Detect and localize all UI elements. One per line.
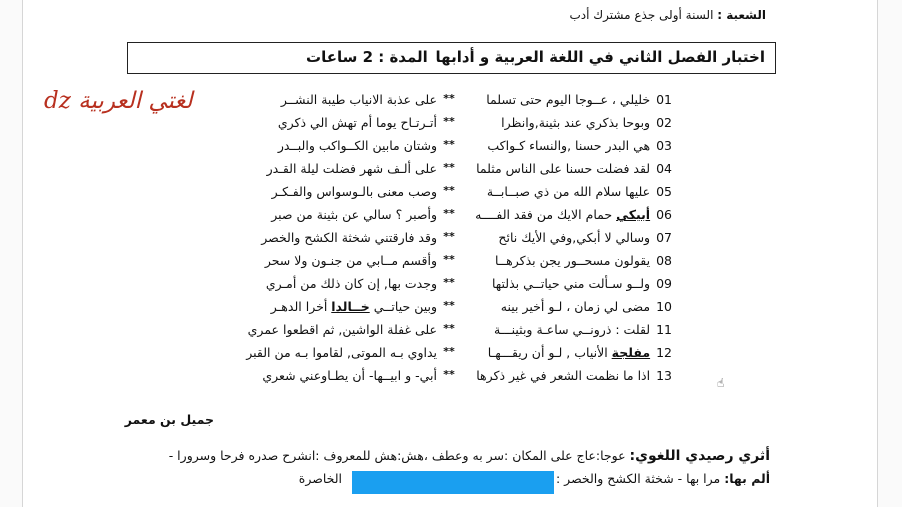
verse-first-hemistich: [457, 207, 672, 222]
verse-separator: **: [443, 299, 455, 312]
verse-first-text: هي البدر حسنا ,والنساء كـواكب: [487, 138, 651, 153]
verse-first-hemistich: [457, 253, 672, 268]
verse-row: [222, 230, 672, 253]
verse-separator: **: [443, 115, 455, 128]
exam-title-box: [127, 42, 776, 74]
verse-second-hemistich: أبي- و ابيــها- أن يطـاوعني شعري: [262, 368, 437, 383]
verse-number: 03: [656, 138, 672, 153]
verse-row: [222, 161, 672, 184]
branch-value: السنة أولى جذع مشترك أدب: [569, 8, 714, 22]
verse-first-hemistich: [457, 299, 672, 314]
verse-first-text: حمام الايك من فقد الفــــه: [475, 207, 617, 222]
lexicon-text-2: مرا بها - شخثة الكشح والخصر :: [556, 471, 721, 486]
verse-number: 02: [656, 115, 672, 130]
verse-separator: **: [443, 276, 455, 289]
verse-number: 08: [656, 253, 672, 268]
verse-number: 10: [656, 299, 672, 314]
verse-second-hemistich: يداوي بـه الموتى, لقاموا بـه من القبر: [246, 345, 437, 360]
verse-first-text: عليها سلام الله من ذي صبــابــة: [486, 184, 651, 199]
lexicon-text-2-tail: الخاصرة: [298, 471, 342, 486]
verse-second-hemistich: أتـرتـاح يوما أم تهش الي ذكري: [277, 115, 437, 130]
verse-first-text: وسالي لا أبكي,وفي الأيك نائح: [498, 230, 651, 245]
verse-separator: **: [443, 207, 455, 220]
lexicon-line-2: [556, 471, 770, 486]
verse-row: [222, 138, 672, 161]
verse-first-hemistich: [457, 138, 672, 153]
verse-number: 11: [656, 322, 672, 337]
verse-second-hemistich: وأقسم مــابي من جنـون ولا سحر: [264, 253, 437, 268]
verse-first-hemistich: [457, 115, 672, 130]
verse-number: 09: [656, 276, 672, 291]
branch-label: الشعبة :: [717, 8, 766, 22]
redaction-bar: [352, 471, 554, 494]
lexicon-text-1: عوجا:عاج على المكان :سر به وعطف ،هش:هش للمعروف :انشرح صدره فرحا وسرورا -: [168, 448, 626, 463]
verse-row: [222, 92, 672, 115]
verse-number: 06: [656, 207, 672, 222]
verse-second-hemistich: وقد فارقتني شخثة الكشح والخصر: [261, 230, 437, 245]
verse-separator: **: [443, 368, 455, 381]
verse-second-hemistich: على غفلة الواشين, ثم اقطعوا عمري: [247, 322, 437, 337]
verse-separator: **: [443, 138, 455, 151]
verse-second-hemistich: [222, 299, 437, 314]
verse-row: [222, 253, 672, 276]
verse-first-text: اذا ما نظمت الشعر في غير ذكرها: [476, 368, 651, 383]
verse-first-text: خليلي ، عــوجا اليوم حتى تسلما: [486, 92, 651, 107]
verse-first-text: لقد فضلت حسنا على الناس مثلما: [476, 161, 651, 176]
verse-number: 13: [656, 368, 672, 383]
verse-separator: **: [443, 322, 455, 335]
verse-row: [222, 345, 672, 368]
verse-first-hemistich: [457, 92, 672, 107]
verse-separator: **: [443, 253, 455, 266]
verse-second-hemistich: على ألـف شهر فضلت ليلة القـدر: [266, 161, 437, 176]
verse-number: 05: [656, 184, 672, 199]
verse-first-hemistich: [457, 276, 672, 291]
exam-title: اختبار الفصل الثاني في اللغة العربية و أدابها: [435, 48, 765, 66]
verse-first-text: لقلت : ذرونــي ساعـة وبثينـــة: [493, 322, 651, 337]
verse-second-hemistich: وأصبر ؟ سالي عن بثينة من صبر: [271, 207, 437, 222]
verse-number: 12: [656, 345, 672, 360]
verse-separator: **: [443, 92, 455, 105]
verse-separator: **: [443, 184, 455, 197]
exam-duration: المدة : 2 ساعات: [306, 48, 428, 66]
left-margin: [0, 0, 22, 507]
poem: [222, 92, 672, 392]
verse-row: [222, 115, 672, 138]
verse-highlighted-word: أبيكي: [616, 207, 651, 222]
poet-name: جميل بن معمر: [124, 412, 214, 427]
verse-row: [222, 276, 672, 299]
hand-cursor-icon: ☝: [717, 376, 725, 390]
verse-number: 01: [656, 92, 672, 107]
verse-first-hemistich: [457, 230, 672, 245]
site-logo: لغتي العربية dz: [44, 88, 193, 114]
verse-first-text: يقولون مسحــور يجن بذكرهــا: [495, 253, 651, 268]
verse-first-hemistich: [457, 345, 672, 360]
verse-second-hemistich: وصب معنى بالـوسواس والفـكـر: [271, 184, 437, 199]
branch-line: [569, 8, 766, 22]
verse-first-hemistich: [457, 368, 672, 383]
verse-row: [222, 368, 672, 391]
verse-separator: **: [443, 161, 455, 174]
verse-first-text: ولــو سـألت مني حياتــي بذلتها: [491, 276, 651, 291]
verse-row: [222, 322, 672, 345]
verse-second-hemistich: وجدت بها, إن كان ذلك من أمـري: [265, 276, 437, 291]
verse-separator: **: [443, 345, 455, 358]
verse-number: 04: [656, 161, 672, 176]
lexicon-line2-label: ألم بها:: [724, 471, 770, 486]
verse-separator: **: [443, 230, 455, 243]
verse-highlighted-word: خــالدا: [331, 299, 370, 314]
verse-second-hemistich: على عذبة الانياب طيبة النشــر: [280, 92, 437, 107]
lexicon-label: أثري رصيدي اللغوي:: [629, 448, 770, 464]
verse-second-text: وبين حياتــي: [369, 299, 437, 314]
verse-first-hemistich: [457, 322, 672, 337]
right-margin: [878, 0, 902, 507]
verse-number: 07: [656, 230, 672, 245]
verse-second-hemistich: وشتان مابين الكــواكب والبــدر: [277, 138, 437, 153]
verse-row: [222, 299, 672, 322]
verse-highlighted-word: مفلجة: [611, 345, 651, 360]
verse-first-text: مضى لي زمان ، لـو أخير بينه: [500, 299, 651, 314]
verse-first-text: وبوحا بذكري عند بثينة,وانظرا: [501, 115, 651, 130]
verse-first-hemistich: [457, 161, 672, 176]
verse-row: [222, 207, 672, 230]
verse-first-hemistich: [457, 184, 672, 199]
verse-row: [222, 184, 672, 207]
verse-second-text: أخرا الدهـر: [270, 299, 332, 314]
verse-first-text: الأنياب , لـو أن ريقـــهـا: [487, 345, 612, 360]
lexicon-line-1: [169, 448, 770, 464]
